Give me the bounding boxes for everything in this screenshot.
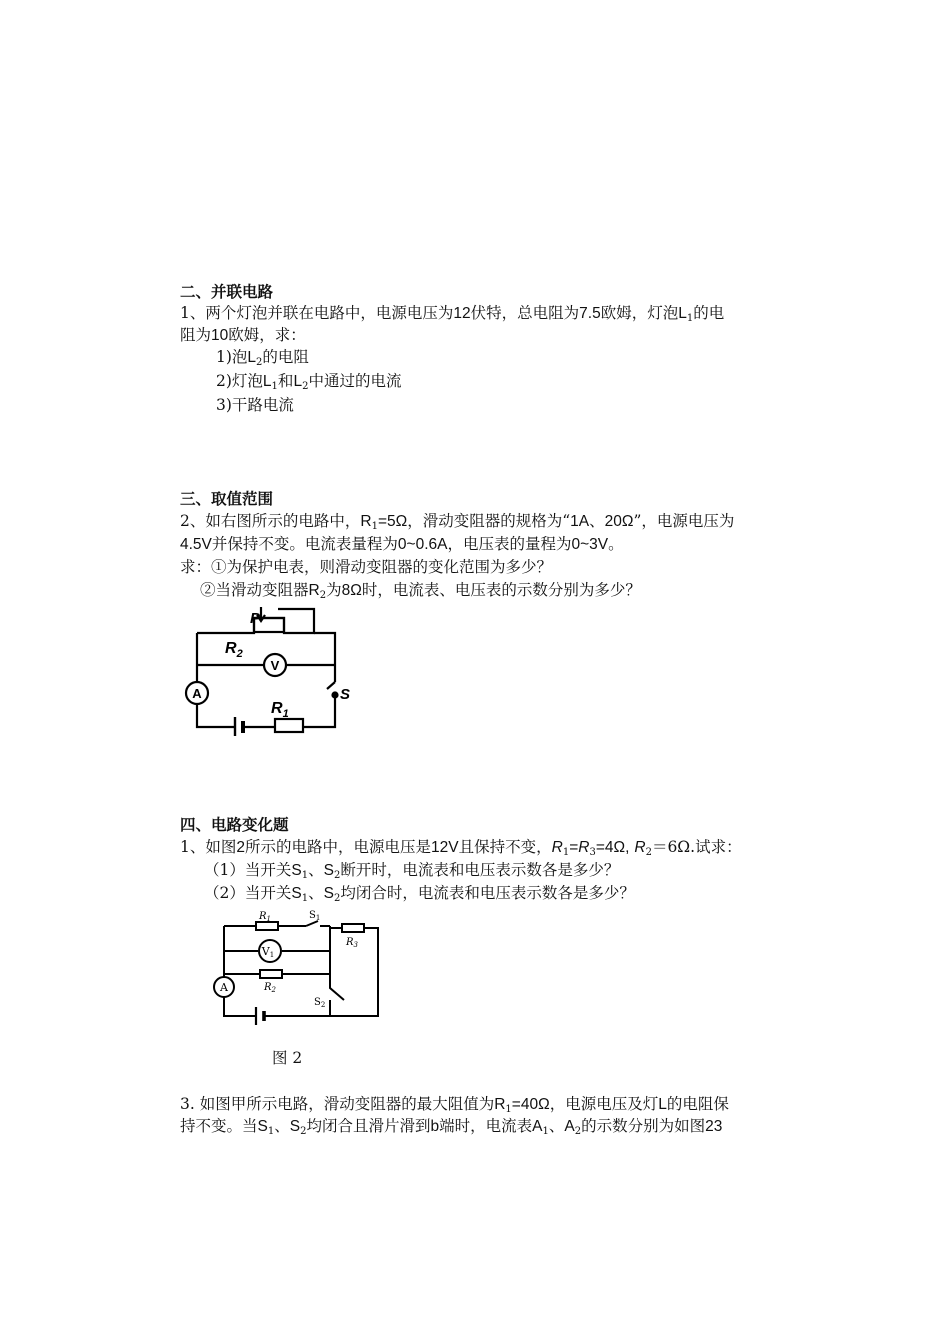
svg-text:A: A	[192, 686, 202, 701]
svg-text:R2: $R_2$	[264, 982, 276, 994]
question-4-3-line-1: 3. 如图甲所示电路，滑动变阻器的最大阻值为$R_1=40\Omega$，电源电压及灯L的电阻保	[180, 1095, 729, 1115]
question-1-line-1: 1、两个灯泡并联在电路中，电源电压为12伏特，总电阻为7.5欧姆，灯泡$L_1$的电	[180, 304, 725, 324]
svg-text:S: S	[340, 686, 351, 703]
subquestion-1: 1)泡$L_2$的电阻	[216, 348, 309, 368]
question-2-line-3: 求：①为保护电表，则滑动变阻器的变化范围为多少？	[180, 558, 553, 576]
resistor-r1	[275, 719, 303, 732]
subquestion-3: 3)干路电流	[216, 396, 294, 414]
question-4-1-sub-1: （1）当开关$S_1$、$S_2$断开时，电流表和电压表示数各是多少？	[204, 861, 620, 881]
question-2-line-2: 4.5V并保持不变。电流表量程为0~0.6A，电压表的量程为0~3V。	[180, 535, 624, 553]
resistor-r1	[256, 922, 278, 930]
svg-text:S1: $S_1$	[309, 910, 321, 922]
figure-2-caption: 图 2	[272, 1049, 303, 1067]
svg-text:P: P	[250, 610, 261, 627]
svg-text:R3: $R_3$	[346, 937, 358, 949]
circuit-diagram-1	[180, 605, 360, 730]
svg-text:R1: $R_1$	[271, 700, 289, 720]
question-2-line-4: ②当滑动变阻器$R_2$为8Ω时，电流表、电压表的示数分别为多少？	[200, 581, 641, 601]
svg-text:R2: $R_2$	[225, 640, 243, 660]
section-heading-circuit-change: 四、电路变化题	[180, 816, 289, 834]
svg-text:V: V	[270, 658, 280, 673]
svg-text:V1: V1	[261, 945, 275, 959]
resistor-r2	[260, 970, 282, 978]
svg-text:R1: $R_1$	[259, 911, 271, 923]
question-4-1-line-1: 1、如图2所示的电路中，电源电压是12V且保持不变，$R_1=R_3=4\Omega$, $R_2=6\Omega$.试求：	[180, 838, 742, 858]
subquestion-2: 2)灯泡$L_1$和$L_2$中通过的电流	[216, 372, 402, 392]
question-1-line-2: 阻为10欧姆，求：	[180, 326, 306, 344]
resistor-r3	[342, 924, 364, 932]
section-heading-parallel: 二、并联电路	[180, 283, 274, 301]
question-4-1-sub-2: （2）当开关$S_1$、$S_2$均闭合时，电流表和电压表示数各是多少？	[204, 884, 635, 904]
question-2-line-1: 2、如右图所示的电路中，$R_1=5\Omega$，滑动变阻器的规格为“1A、20Ω”，电源电压为	[180, 512, 735, 532]
section-heading-range: 三、取值范围	[180, 490, 274, 508]
svg-text:A: A	[220, 981, 228, 994]
svg-text:S2: $S_2$	[314, 997, 326, 1009]
question-4-3-line-2: 持不变。当$S_1$、$S_2$均闭合且滑片滑到b端时，电流表$A_1$、$A_2$的示数分别为如图23	[180, 1117, 723, 1137]
circuit-diagram-2	[206, 908, 386, 1026]
